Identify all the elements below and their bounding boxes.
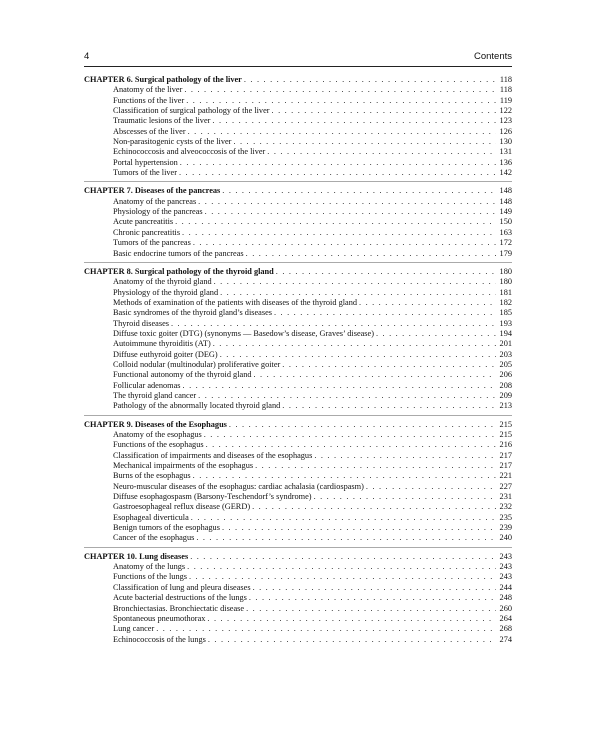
dot-leader [198,197,496,207]
page-ref: 239 [499,523,512,533]
dot-leader [253,583,496,593]
page-ref: 205 [499,359,512,369]
page-ref: 206 [499,370,512,380]
toc-section [84,75,512,182]
page-ref: 243 [499,562,512,572]
chapter-title: CHAPTER 9. Diseases of the Esophagus [84,419,227,429]
dot-leader [272,106,496,116]
page-ref: 180 [499,266,512,276]
page-ref: 235 [499,512,512,522]
dot-leader [198,391,496,401]
toc-entry-row [84,635,512,645]
page-ref: 180 [499,277,512,287]
entry-label: Esophageal diverticula [113,512,189,522]
entry-label: Classification of lung and pleura diseases [113,582,251,592]
page-ref: 185 [499,308,512,318]
chapter-title: CHAPTER 6. Surgical pathology of the liver [84,75,242,84]
page-ref: 213 [499,401,512,411]
toc-entry-row [84,624,512,634]
page-ref: 227 [499,481,512,491]
page-ref: 243 [499,572,512,582]
toc-entry-row [84,238,512,248]
entry-label: Anatomy of the lungs [113,562,186,572]
entry-label: Functions of the lungs [113,572,187,582]
page-ref: 119 [499,95,512,105]
toc-entry-row [84,604,512,614]
toc-entry-row [84,217,512,227]
dot-leader [220,350,496,360]
page-ref: 131 [499,147,512,157]
toc-entry-row [84,207,512,217]
dot-leader [184,85,496,95]
dot-leader [180,158,496,168]
toc-entry-row [84,158,512,168]
entry-label: Neuro-muscular diseases of the esophagus: cardiac achalasia (cardiospasm) [113,481,364,491]
dot-leader [196,533,496,543]
page-ref: 243 [499,551,512,561]
toc-entry-row [84,370,512,380]
toc-entry-row [84,614,512,624]
toc-entry-row [84,533,512,543]
entry-label: Bronchiectasias. Bronchiectatic disease [113,603,245,613]
page-ref: 118 [499,75,512,84]
dot-leader [246,604,496,614]
toc-chapter-row [84,267,512,277]
page-ref: 232 [499,502,512,512]
header-rule [84,66,512,67]
toc-entry-row [84,137,512,147]
entry-label: Colloid nodular (multinodular) proliferative goiter [113,359,281,369]
entry-label: Gastroesophageal reflux disease (GERD) [113,502,251,512]
entry-label: Lung cancer [113,624,155,634]
toc-section [84,552,512,648]
entry-label: Thyroid diseases [113,318,169,328]
dot-leader [183,381,496,391]
entry-label: Functions of the liver [113,95,185,105]
toc-entry-row [84,562,512,572]
dot-leader [188,127,496,137]
entry-label: Anatomy of the pancreas [113,196,197,206]
dot-leader [156,624,496,634]
dot-leader [179,168,496,178]
entry-label: Autoimmune thyroiditis (AT) [113,339,211,349]
dot-leader [193,238,496,248]
page-ref: 150 [499,217,512,227]
dot-leader [233,137,496,147]
page-ref: 149 [499,207,512,217]
toc-entry-row [84,583,512,593]
entry-label: Chronic pancreatitis [113,227,181,237]
page-ref: 172 [499,238,512,248]
chapter-title: CHAPTER 7. Diseases of the pancreas [84,186,221,196]
dot-leader [186,96,496,106]
page-ref: 209 [499,390,512,400]
page-ref: 248 [499,593,512,603]
dot-leader [208,635,496,645]
entry-label: Echinococcosis and alveococcosis of the liver [113,147,266,157]
page-ref: 201 [499,339,512,349]
toc-entry-row [84,106,512,116]
dot-leader [191,513,496,523]
page-ref: 148 [499,196,512,206]
chapter-title: CHAPTER 10. Lung diseases [84,551,189,561]
page-ref: 118 [499,85,512,95]
dot-leader [214,277,496,287]
page-ref: 123 [499,116,512,126]
dot-leader [182,228,496,238]
page-ref: 122 [499,106,512,116]
entry-label: Abscesses of the liver [113,126,186,136]
dot-leader [276,267,496,277]
entry-label: Functions of the esophagus [113,440,204,450]
entry-label: Pathology of the abnormally located thyroid gland [113,401,281,411]
dot-leader [212,116,496,126]
dot-leader [222,186,496,196]
page-ref: 182 [499,297,512,307]
entry-label: Physiology of the pancreas [113,207,203,217]
entry-label: Follicular adenomas [113,380,181,390]
toc-entry-row [84,513,512,523]
page-ref: 221 [499,471,512,481]
page-ref: 274 [499,634,512,644]
dot-leader [274,308,496,318]
dot-leader [187,562,496,572]
toc-entry-row [84,197,512,207]
dot-leader [171,319,496,329]
page-ref: 268 [499,624,512,634]
dot-leader [255,461,496,471]
toc-entry-row [84,381,512,391]
toc-entry-row [84,430,512,440]
dot-leader [252,502,496,512]
entry-label: Anatomy of the liver [113,85,183,95]
page-ref: 244 [499,582,512,592]
toc-entry-row [84,228,512,238]
page-ref: 194 [499,328,512,338]
toc-entry-row [84,350,512,360]
toc-entry-row [84,339,512,349]
entry-label: Burns of the esophagus [113,471,191,481]
entry-label: The thyroid gland cancer [113,390,197,400]
toc-entry-row [84,471,512,481]
toc-entry-row [84,249,512,259]
toc-section [84,186,512,262]
entry-label: Echinococcosis of the lungs [113,634,206,644]
dot-leader [254,370,497,380]
dot-leader [207,614,496,624]
toc-chapter-row [84,75,512,85]
dot-leader [220,288,496,298]
dot-leader [366,482,496,492]
toc-entry-row [84,593,512,603]
dot-leader [282,401,496,411]
page-ref: 136 [499,157,512,167]
entry-label: Cancer of the esophagus [113,533,195,543]
entry-label: Acute bacterial destructions of the lungs [113,593,247,603]
toc-entry-row [84,401,512,411]
entry-label: Classification of impairments and diseases of the esophagus [113,450,313,460]
page-ref: 217 [499,461,512,471]
page-ref: 163 [499,227,512,237]
page-ref: 193 [499,318,512,328]
page-ref: 215 [499,430,512,439]
page-ref: 126 [499,126,512,136]
toc-entry-row [84,85,512,95]
page-ref: 240 [499,533,512,543]
page-ref: 181 [499,287,512,297]
page-ref: 203 [499,349,512,359]
chapter-title: CHAPTER 8. Surgical pathology of the thyroid gland [84,266,274,276]
entry-label: Tumors of the pancreas [113,238,191,248]
toc-entry-row [84,147,512,157]
toc-entry-row [84,451,512,461]
entry-label: Anatomy of the thyroid gland [113,277,212,287]
toc-entry-row [84,168,512,178]
dot-leader [359,298,496,308]
table-of-contents [84,75,512,652]
toc-entry-row [84,572,512,582]
running-title: Contents [473,51,512,62]
page-ref: 215 [499,419,512,429]
page-ref: 142 [499,168,512,178]
toc-entry-row [84,523,512,533]
dot-leader [204,430,496,440]
page-ref: 130 [499,137,512,147]
entry-label: Basic syndromes of the thyroid gland’s diseases [113,308,272,318]
toc-chapter-row [84,186,512,196]
toc-entry-row [84,319,512,329]
toc-entry-row [84,482,512,492]
page-ref: 179 [499,248,512,258]
toc-entry-row [84,298,512,308]
dot-leader [193,471,496,481]
toc-entry-row [84,288,512,298]
entry-label: Tumors of the liver [113,168,177,178]
dot-leader [190,552,496,562]
entry-label: Mechanical impairments of the esophagus [113,461,254,471]
dot-leader [205,207,496,217]
toc-entry-row [84,360,512,370]
dot-leader [282,360,496,370]
entry-label: Diffuse toxic goiter (DTG) (synonyms — Basedow’s disease, Graves’ disease) [113,328,374,338]
page-ref: 264 [499,613,512,623]
dot-leader [229,420,496,430]
toc-entry-row [84,96,512,106]
dot-leader [314,451,496,461]
toc-section [84,267,512,416]
dot-leader [244,75,496,85]
entry-label: Functional autonomy of the thyroid gland [113,370,252,380]
toc-entry-row [84,127,512,137]
dot-leader [206,440,496,450]
toc-entry-row [84,440,512,450]
toc-entry-row [84,329,512,339]
entry-label: Non-parasitogenic cysts of the liver [113,137,232,147]
page-ref: 148 [499,186,512,196]
toc-entry-row [84,391,512,401]
page-ref: 208 [499,380,512,390]
toc-chapter-row [84,552,512,562]
entry-label: Physiology of the thyroid gland [113,287,219,297]
page-ref: 217 [499,450,512,460]
dot-leader [175,217,496,227]
entry-label: Basic endocrine tumors of the pancreas [113,248,244,258]
page-number: 4 [84,51,90,62]
dot-leader [314,492,496,502]
toc-entry-row [84,461,512,471]
toc-entry-row [84,116,512,126]
page-ref: 231 [499,492,512,502]
entry-label: Benign tumors of the esophagus [113,523,220,533]
dot-leader [267,147,496,157]
dot-leader [213,339,496,349]
page-ref: 260 [499,603,512,613]
toc-entry-row [84,502,512,512]
toc-section [84,420,512,548]
toc-chapter-row [84,420,512,430]
entry-label: Anatomy of the esophagus [113,430,202,439]
toc-entry-row [84,277,512,287]
entry-label: Acute pancreatitis [113,217,174,227]
page-header [84,51,512,65]
dot-leader [222,523,496,533]
entry-label: Diffuse euthyroid goiter (DEG) [113,349,218,359]
entry-label: Classification of surgical pathology of the liver [113,106,270,116]
entry-label: Portal hypertension [113,157,178,167]
toc-entry-row [84,308,512,318]
entry-label: Diffuse esophagospasm (Barsony-Teschendorf’s syndrome) [113,492,312,502]
dot-leader [189,572,496,582]
entry-label: Spontaneous pneumothorax [113,613,206,623]
page-ref: 216 [499,440,512,450]
dot-leader [249,593,496,603]
entry-label: Methods of examination of the patients with diseases of the thyroid gland [113,297,358,307]
toc-entry-row [84,492,512,502]
dot-leader [376,329,496,339]
entry-label: Traumatic lesions of the liver [113,116,211,126]
dot-leader [246,249,496,259]
